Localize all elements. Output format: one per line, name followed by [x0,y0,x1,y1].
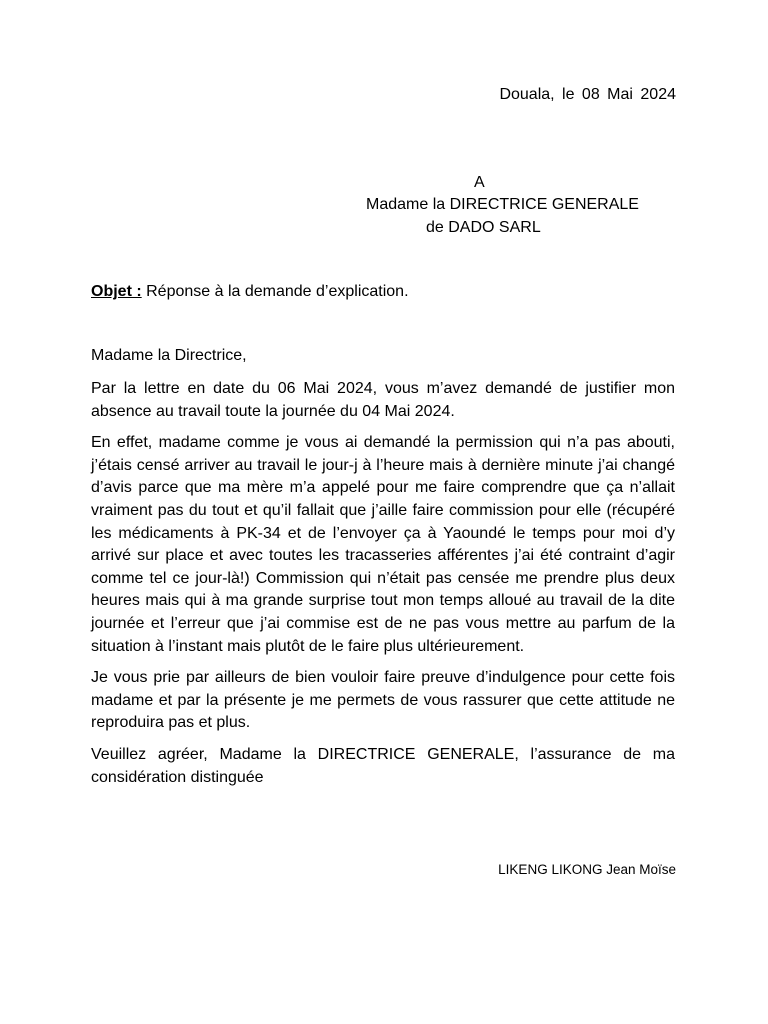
recipient-title: Madame la DIRECTRICE GENERALE [366,196,639,213]
salutation: Madame la Directrice, [91,347,247,364]
body-paragraph-2: En effet, madame comme je vous ai demandé la permission qui n’a pas abouti, j’étais censé arriver au travail le jour-j à l’heure mais à dernière minute j’ai changé d’avis parce que ma mère m’a appelé pour me faire comprendre que ça n’allait vraiment pas du tout et qu’il fallait que j’aille faire commission pour elle (récupéré les médicaments à PK-34 et de l’envoyer ça à Yaoundé le temps pour moi d’y arrivé sur place et avec toutes les tracasseries afférentes j’ai été contraint d’agir comme tel ce jour-là!) Commission qui n’était pas censée me prendre plus deux heures mais qui à ma grande surprise tout mon temps alloué au travail de la dite journée et l’erreur que j’ai commise est de ne pas vous mettre au parfum de la situation à l’instant mais plutôt de le faire plus ultérieurement. [91,434,675,655]
subject-text: Réponse à la demande d’explication. [141,283,409,300]
recipient-company: de DADO SARL [426,219,541,236]
subject-label: Objet : [91,283,142,300]
letter-body [91,378,675,798]
place-date: Douala, le 08 Mai 2024 [499,86,676,103]
closing-paragraph: Veuillez agréer, Madame la DIRECTRICE GENERALE, l’assurance de ma considération distinguée [91,745,675,786]
body-paragraph-3: Je vous prie par ailleurs de bien vouloir faire preuve d’indulgence pour cette fois madame et par la présente je me permets de vous rassurer que cette attitude ne reproduira pas et plus. [91,669,675,732]
body-paragraph-1: Par la lettre en date du 06 Mai 2024, vous m’avez demandé de justifier mon absence au travail toute la journée du 04 Mai 2024. [91,380,675,420]
subject-line [91,283,409,301]
recipient-line-a: A [474,174,485,191]
signature-name: LIKENG LIKONG Jean Moïse [498,862,676,877]
